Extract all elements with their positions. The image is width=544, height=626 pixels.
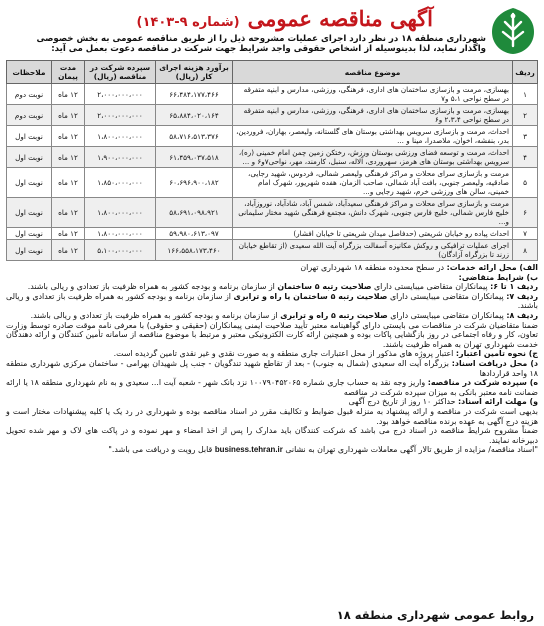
cell-subject: احداث پیاده رو خیابان شریعتی (حدفاصل میدان شریعتی تا خیابان افشار)	[233, 228, 513, 240]
cond-p2: ضمناً مشروح شرایط مناقصه در اسناد درج می باشد که شرکت کنندگان باید مدارک را پس از اخذ امضاء و مهر نموده و در پاکت های لاک و مهر شده تحویل دبیرخانه نمایند.	[6, 426, 538, 445]
cond-p3: "اسناد مناقصه/ مزایده از طریق تالار آگهی معاملات شهرداری تهران به نشانی business.tehran.ir قابل رویت و دریافت می باشد."	[108, 445, 538, 455]
cell-subject: مرمت و بازسازی سرای محلات و مراکز فرهنگی ولیعصر شمالی، فردوس، شهید رجایی، صادقیه، ولیعصر جنوبی، بافت آباد شمالی، صاحب الزمان، هفده شهریور، شهرک امام خمینی، سالن های ورزشی خرم، شهید رجایی و...	[233, 168, 513, 198]
cell-deposit: ۲،۰۰۰،۰۰۰،۰۰۰	[85, 105, 156, 126]
cell-duration: ۱۲ ماه	[52, 126, 85, 147]
cell-row-number: ۱	[513, 84, 538, 105]
cell-deposit: ۱،۸۰۰،۰۰۰،۰۰۰	[85, 126, 156, 147]
business-site-link[interactable]: business.tehran.ir	[214, 445, 283, 455]
table-row	[7, 168, 538, 198]
tehran-municipality-logo	[490, 6, 536, 56]
table-row	[7, 228, 538, 240]
cell-duration: ۱۲ ماه	[52, 240, 85, 261]
cond-general: ضمنا متقاضیان شرکت در مناقصات می بایستی دارای گواهینامه معتبر تأیید صلاحیت ایمنی پیمانکاران (حقیقی و حقوقی) با معرفی نامه موقت صادره توسط وزارت تعاون، کار و رفاه اجتماعی در روز بازگشایی پاکات بوده و همچنین ارائه کارت الکترونیکی معتبر و مرتبط با موضوع مناقصه از سامانه تأمین کنندگان و ارائه دهندگان خدمت شهرداری تهران به همراه ظرفیت باشند.	[6, 320, 538, 349]
col-duration: مدت پیمان	[52, 61, 85, 84]
notice-title: آگهی مناقصه عمومی	[247, 6, 433, 31]
cell-note: نوبت اول	[7, 240, 52, 261]
col-subject: موضوع مناقصه	[233, 61, 513, 84]
cell-deposit: ۱،۸۰۰،۰۰۰،۰۰۰	[85, 228, 156, 240]
cell-estimate: ۶۶،۴۸۴،۱۷۷،۴۶۶	[156, 84, 233, 105]
cell-deposit: ۱،۸۰۰،۰۰۰،۰۰۰	[85, 198, 156, 228]
cond-e: ه) سپرده شرکت در مناقصه: واریز وجه نقد به حساب جاری شماره ۱۰۰۷۹۰۴۵۲۰۶۵ نزد بانک شهر - شعبه آیت ا... سعیدی و به نام شهرداری منطقه ۱۸ یا ارائه ضمانت نامه معتبر بانکی به میزان سپرده شرکت در مناقصه	[6, 378, 538, 397]
conditions	[6, 263, 538, 455]
cell-note: نوبت اول	[7, 147, 52, 168]
signature: روابط عمومی شهرداری منطقه ۱۸	[336, 608, 534, 622]
cond-b: ب) شرایط متقاضی:	[458, 272, 538, 282]
intro-text: شهرداری منطقه ۱۸ در نظر دارد اجرای عملیات مشروحه ذیل را از طریق مناقصه عمومی به بخش خصوصی واگذار نماید، لذا بدینوسیله از اشخاص حقوقی واجد شرایط جهت شرکت در مناقصه دعوت بعمل می آید:	[36, 34, 486, 54]
notice-number: (شماره ۹-۱۴۰۳)	[136, 15, 240, 30]
col-deposit: سپرده شرکت در مناقصه (ریال)	[85, 61, 156, 84]
table-row	[7, 147, 538, 168]
table-row	[7, 105, 538, 126]
cell-estimate: ۵۹،۹۸۰،۶۱۳،۰۹۷	[156, 228, 233, 240]
col-estimate: برآورد هزینه اجرای کار (ریال)	[156, 61, 233, 84]
cell-row-number: ۷	[513, 228, 538, 240]
table-row	[7, 126, 538, 147]
cond-d: د) محل دریافت اسناد: بزرگراه آیت اله سعیدی (شمال به جنوب) - بعد از تقاطع شهید تندگویان - جنب پل شهیدان بهرامی - ساختمان مرکزی شهرداری منطقه ۱۸ واحد قراردادها	[6, 358, 538, 378]
cond-c: ج) نحوه تامین اعتبار: اعتبار پروژه های مذکور از محل اعتبارات جاری منطقه و به صورت نقدی و غیر نقدی تامین گردیده است.	[113, 349, 538, 359]
cond-r1: ردیف ۱ تا ۶: پیمانکاران متقاضی میبایستی دارای صلاحیت رتبه ۵ ساختمان از سازمان برنامه و بودجه کشور به همراه ظرفیت باز تعدادی و ریالی باشند.	[27, 282, 538, 292]
cell-deposit: ۱،۸۵۰،۰۰۰،۰۰۰	[85, 168, 156, 198]
cell-estimate: ۶۰،۶۹۶،۹۰۰،۱۸۲	[156, 168, 233, 198]
table-row	[7, 198, 538, 228]
cell-note: نوبت اول	[7, 168, 52, 198]
cell-row-number: ۳	[513, 126, 538, 147]
cell-estimate: ۵۸،۶۹۱،۰۹۸،۹۲۱	[156, 198, 233, 228]
cell-deposit: ۲،۰۰۰،۰۰۰،۰۰۰	[85, 84, 156, 105]
cell-row-number: ۴	[513, 147, 538, 168]
cell-duration: ۱۲ ماه	[52, 105, 85, 126]
cond-r7: ردیف ۷: پیمانکاران متقاضی میبایستی دارای صلاحیت رتبه ۵ ساختمان یا راه و ترابری از سازمان برنامه و بودجه کشور به همراه ظرفیت باز تعدادی و ریالی باشند.	[6, 291, 539, 311]
cell-subject: احداث، مرمت و توسعه فضای ورزشی بوستان ورزش، رختکن زمین چمن امام خمینی (ره)، سرویس بهداشتی بوستان های هرمز، سهروردی، آلاله، سنبل، کارمند، مهر، نواحی۷و۶ و ...	[233, 147, 513, 168]
cond-p1: بدیهی است شرکت در مناقصه و ارائه پیشنهاد به منزله قبول ضوابط و تکالیف مقرر در اسناد مناقصه بوده و شهرداری در رد یک یا کلیه پیشنهادات مختار است و هزینه درج آگهی به عهده برنده مناقصه خواهد بود.	[6, 406, 538, 426]
cell-estimate: ۵۸،۷۱۶،۵۱۳،۳۷۶	[156, 126, 233, 147]
table-row	[7, 240, 538, 261]
cond-a: الف) محل ارائه خدمات: در سطح محدوده منطقه ۱۸ شهرداری تهران	[300, 263, 538, 272]
cell-subject: بهسازی، مرمت و بازسازی ساختمان های اداری، فرهنگی، ورزشی، مدارس و ابنیه متفرقه در سطح نواحی ۵،۱ و۷	[233, 84, 513, 105]
cell-note: نوبت دوم	[7, 105, 52, 126]
cell-subject: مرمت و بازسازی سرای محلات و مراکز فرهنگی سعیدآباد، شمس آباد، شادآباد، نوروزآباد، خلیج فارس شمالی، خلیج فارس جنوبی، شهرک دانش، مجتمع فرهنگی شهید مختار سلیمانی و...	[233, 198, 513, 228]
cond-r8: ردیف ۸: پیمانکاران متقاضی میبایستی دارای صلاحیت رتبه ۵ راه و ترابری از سازمان برنامه و بودجه کشور به همراه ظرفیت باز تعدادی و ریالی باشند.	[30, 310, 538, 320]
cell-row-number: ۲	[513, 105, 538, 126]
col-notes: ملاحظات	[7, 61, 52, 84]
cell-note: نوبت اول	[7, 198, 52, 228]
cell-row-number: ۵	[513, 168, 538, 198]
cell-estimate: ۱۶۶،۵۵۸،۱۷۳،۴۶۰	[156, 240, 233, 261]
cond-f: و) مهلت ارائه اسناد: حداکثر ۱۰ روز از تاریخ درج آگهی	[348, 397, 538, 407]
cell-deposit: ۱،۹۰۰،۰۰۰،۰۰۰	[85, 147, 156, 168]
header	[6, 4, 538, 56]
cell-row-number: ۸	[513, 240, 538, 261]
cell-estimate: ۶۱،۴۵۹،۰۳۷،۵۱۸	[156, 147, 233, 168]
cell-subject: احداث، مرمت و بازسازی سرویس بهداشتی بوستان های گلستانه، ولیعصر، بهاران، فروردین، بدر، بنفشه، اخوان، ملاصدرا، مینا و ...	[233, 126, 513, 147]
cell-subject: بهسازی، مرمت و بازسازی ساختمان های اداری، فرهنگی، ورزشی، مدارس و ابنیه متفرقه در سطح نواحی ۲،۳،۴ و۶	[233, 105, 513, 126]
col-row: ردیف	[513, 61, 538, 84]
cell-note: نوبت اول	[7, 228, 52, 240]
cell-row-number: ۶	[513, 198, 538, 228]
tender-table	[6, 60, 538, 261]
cell-duration: ۱۲ ماه	[52, 147, 85, 168]
cell-duration: ۱۲ ماه	[52, 84, 85, 105]
cell-deposit: ۵،۱۰۰،۰۰۰،۰۰۰	[85, 240, 156, 261]
cell-subject: اجرای عملیات ترافیکی و روکش مکانیزه آسفالت بزرگراه آیت الله سعیدی (از تقاطع خیابان زرند تا بزرگراه آزادگان)	[233, 240, 513, 261]
table-header-row	[7, 61, 538, 84]
cell-duration: ۱۲ ماه	[52, 198, 85, 228]
cell-note: نوبت دوم	[7, 84, 52, 105]
cell-note: نوبت اول	[7, 126, 52, 147]
table-row	[7, 84, 538, 105]
cell-estimate: ۶۵،۸۸۴،۰۲۰،۱۶۴	[156, 105, 233, 126]
cell-duration: ۱۲ ماه	[52, 228, 85, 240]
cell-duration: ۱۲ ماه	[52, 168, 85, 198]
